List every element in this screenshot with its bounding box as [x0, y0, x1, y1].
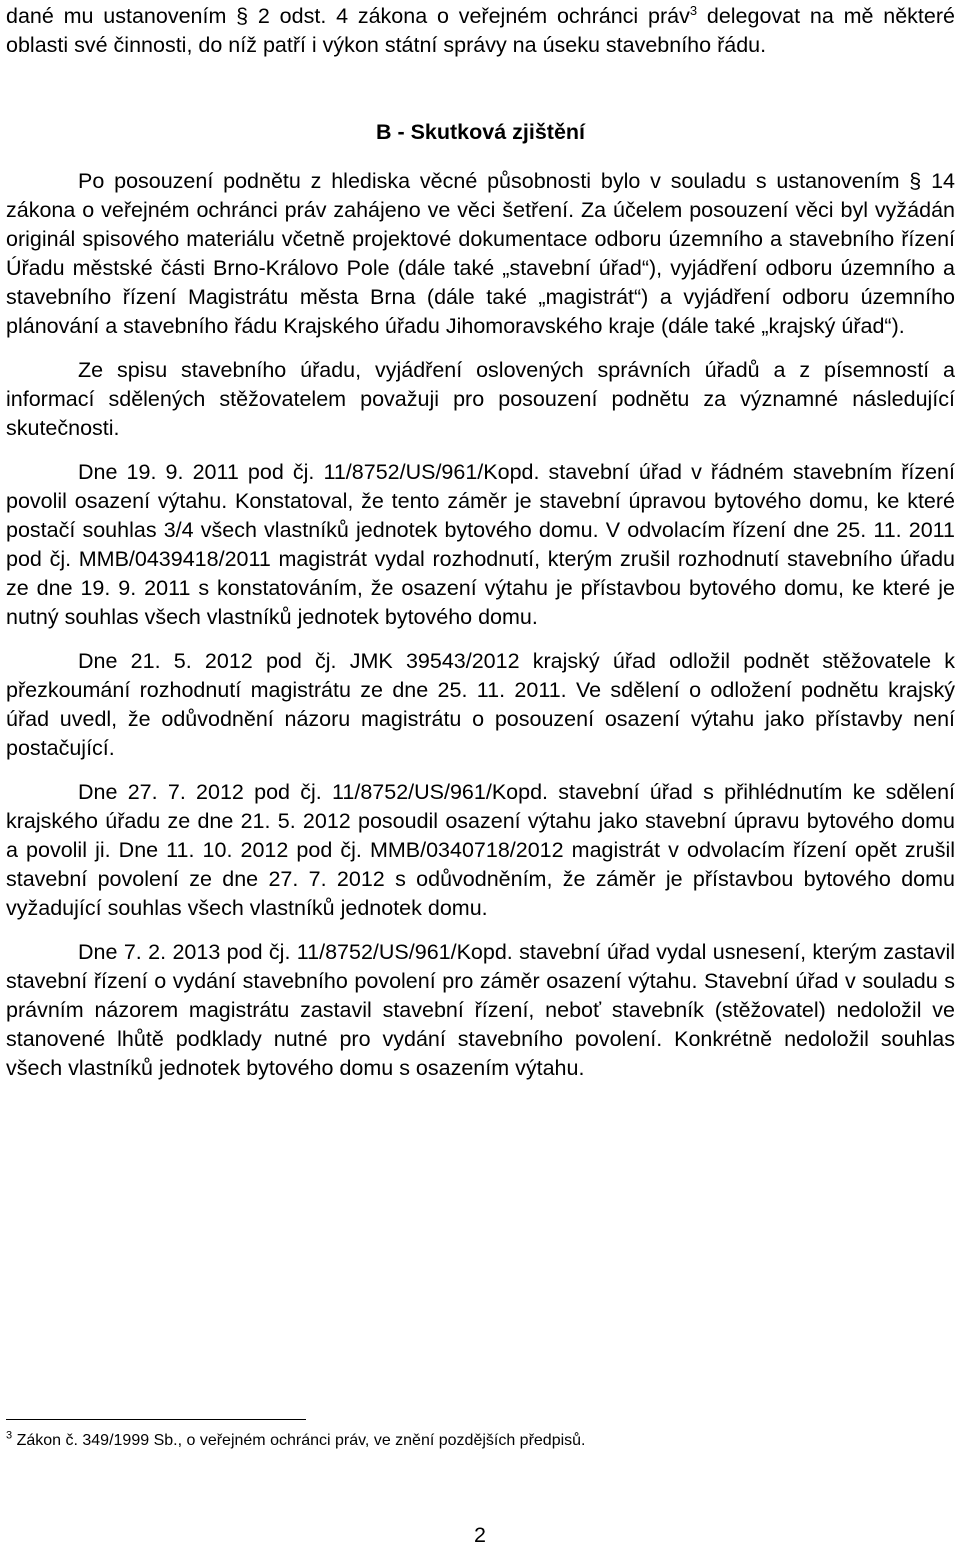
footnote	[6, 1430, 586, 1452]
footnote-separator	[6, 1419, 306, 1420]
paragraph-investigation: Po posouzení podnětu z hlediska věcné působnosti bylo v souladu s ustanovením § 14 zákona o veřejném ochránci práv zahájeno ve věci šetření. Za účelem posouzení věci byl vyžádán originál spisového materiálu včetně projektové dokumentace odboru územního a stavebního řízení Úřadu městské části Brno-Královo Pole (dále také „stavební úřad“), vyjádření odboru územního a stavebního řízení Magistrátu města Brna (dále také „magistrát“) a vyjádření odboru územního plánování a stavebního řádu Krajského úřadu Jihomoravského kraje (dále také „krajský úřad“).	[6, 169, 955, 338]
intro-text-part2: delegovat na mě některé oblasti své činnosti, do níž patří i výkon státní správy na úseku stavebního řádu.	[6, 4, 955, 57]
paragraph-2012-regional-office: Dne 21. 5. 2012 pod čj. JMK 39543/2012 krajský úřad odložil podnět stěžovatele k přezkoumání rozhodnutí magistrátu ze dne 25. 11. 2011. Ve sdělení o odložení podnětu krajský úřad uvedl, že odůvodnění názoru magistrátu o posouzení osazení výtahu jako přístavby není postačující.	[6, 649, 955, 760]
footnote-reference[interactable]: 3	[689, 2, 698, 18]
paragraph-facts-intro: Ze spisu stavebního úřadu, vyjádření oslovených správních úřadů a z písemností a informací sdělených stěžovatelem považuji pro posouzení podnětu za významné následující skutečnosti.	[6, 358, 955, 440]
section-heading: B - Skutková zjištění	[375, 120, 586, 144]
footnote-text: Zákon č. 349/1999 Sb., o veřejném ochránci práv, ve znění pozdějších předpisů.	[16, 1432, 586, 1449]
document-page	[6, 0, 955, 1083]
paragraph-2013-resolution: Dne 7. 2. 2013 pod čj. 11/8752/US/961/Kopd. stavební úřad vydal usnesení, kterým zastavil stavební řízení o vydání stavebního povolení pro záměr osazení výtahu. Stavební úřad v souladu s právním názorem magistrátu zastavil stavební řízení, neboť stavebník (stěžovatel) nedoložil ve stanovené lhůtě podklady nutné pro vydání stavebního povolení. Konkrétně nedoložil souhlas všech vlastníků jednotek bytového domu s osazením výtahu.	[6, 940, 955, 1080]
paragraph-2012-permit: Dne 27. 7. 2012 pod čj. 11/8752/US/961/Kopd. stavební úřad s přihlédnutím ke sdělení krajského úřadu ze dne 21. 5. 2012 posoudil osazení výtahu jako stavební úpravu bytového domu a povolil ji. Dne 11. 10. 2012 pod čj. MMB/0340718/2012 magistrát v odvolacím řízení opět zrušil stavební povolení ze dne 27. 7. 2012 s odůvodněním, že záměr je přístavbou bytového domu vyžadující souhlas všech vlastníků jednotek domu.	[6, 780, 955, 920]
intro-paragraph	[6, 2, 955, 60]
page-number: 2	[474, 1523, 486, 1547]
paragraph-2011-permit: Dne 19. 9. 2011 pod čj. 11/8752/US/961/Kopd. stavební úřad v řádném stavebním řízení povolil osazení výtahu. Konstatoval, že tento záměr je stavební úpravou bytového domu, ke které postačí souhlas 3/4 všech vlastníků jednotek bytového domu. V odvolacím řízení dne 25. 11. 2011 pod čj. MMB/0439418/2011 magistrát vydal rozhodnutí, kterým zrušil rozhodnutí stavebního úřadu ze dne 19. 9. 2011 s konstatováním, že osazení výtahu je přístavbou bytového domu, ke které je nutný souhlas všech vlastníků jednotek bytového domu.	[6, 460, 955, 629]
footnote-number: 3	[6, 1429, 13, 1442]
intro-text-part1: dané mu ustanovením § 2 odst. 4 zákona o veřejném ochránci práv	[6, 4, 690, 28]
